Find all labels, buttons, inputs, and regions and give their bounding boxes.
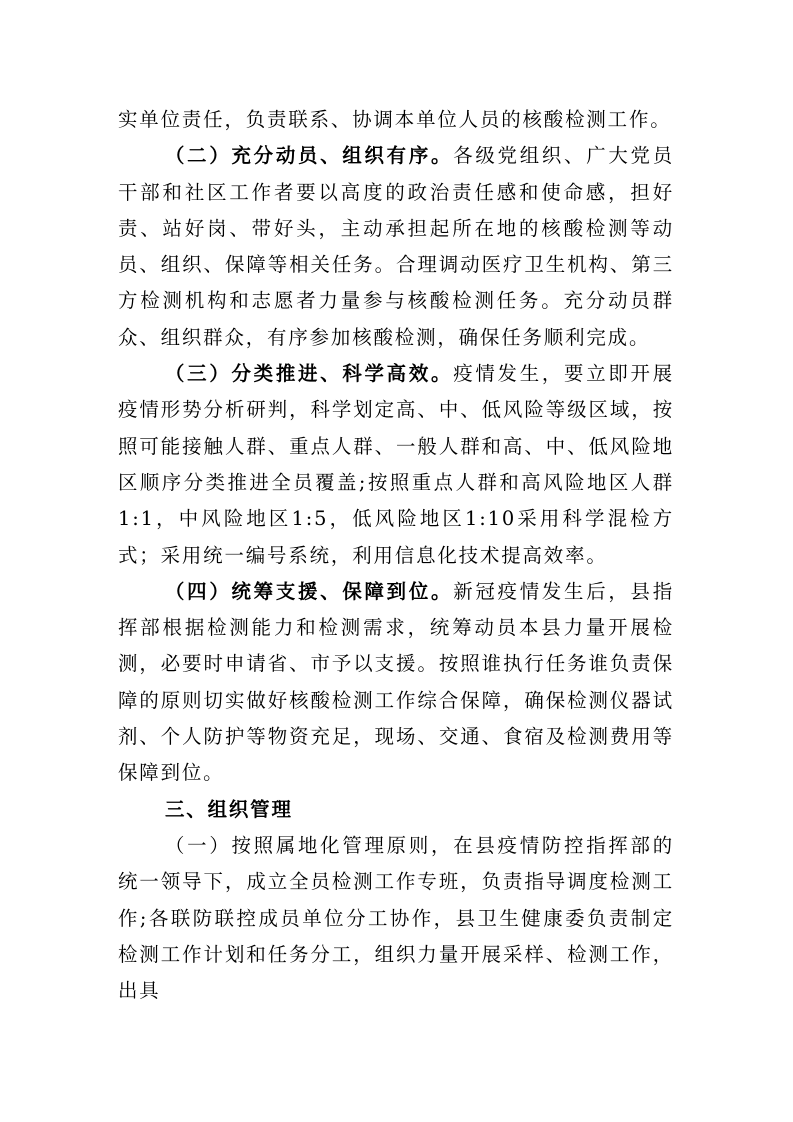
paragraph-mobilization — [118, 138, 674, 356]
paragraph-text: 疫情发生，要立即开展疫情形势分析研判，科学划定高、中、低风险等级区域，按照可能接触人群、重点人群、一般人群和高、中、低风险地区顺序分类推进全员覆盖;按照重点人群和高风险地区人群1:1，中风险地区1:5，低风险地区1:10采用科学混检方式；采用统一编号系统，利用信息化技术提高效率。 — [118, 362, 675, 567]
paragraph-text: 各级党组织、广大党员干部和社区工作者要以高度的政治责任感和使命感，担好责、站好岗、带好头，主动承担起所在地的核酸检测等动员、组织、保障等相关任务。合理调动医疗卫生机构、第三方检测机构和志愿者力量参与核酸检测任务。充分动员群众、组织群众，有序参加核酸检测，确保任务顺利完成。 — [118, 144, 675, 349]
paragraph-lead: （二）充分动员、组织有序。 — [165, 144, 454, 168]
paragraph-organization — [118, 828, 674, 1009]
paragraph-classification — [118, 356, 674, 574]
paragraph-continuation — [118, 102, 674, 138]
paragraph-text: 新冠疫情发生后，县指挥部根据检测能力和检测需求，统筹动员本县力量开展检测，必要时申请省、市予以支援。按照谁执行任务谁负责保障的原则切实做好核酸检测工作综合保障，确保检测仪器试剂、个人防护等物资充足，现场、交通、食宿及检测费用等保障到位。 — [118, 579, 675, 785]
paragraph-lead: （三）分类推进、科学高效。 — [165, 362, 454, 386]
section-heading: 三、组织管理 — [165, 797, 293, 821]
paragraph-text: 实单位责任，负责联系、协调本单位人员的核酸检测工作。 — [118, 108, 672, 131]
paragraph-support — [118, 574, 674, 792]
paragraph-text: （一）按照属地化管理原则，在县疫情防控指挥部的统一领导下，成立全员检测工作专班，负责指导调度检测工作;各联防联控成员单位分工协作，县卫生健康委负责制定检测工作计划和任务分工，组织力量开展采样、检测工作，出具 — [118, 833, 674, 1003]
paragraph-lead: （四）统筹支援、保障到位。 — [165, 579, 454, 603]
document-body — [118, 102, 674, 1009]
